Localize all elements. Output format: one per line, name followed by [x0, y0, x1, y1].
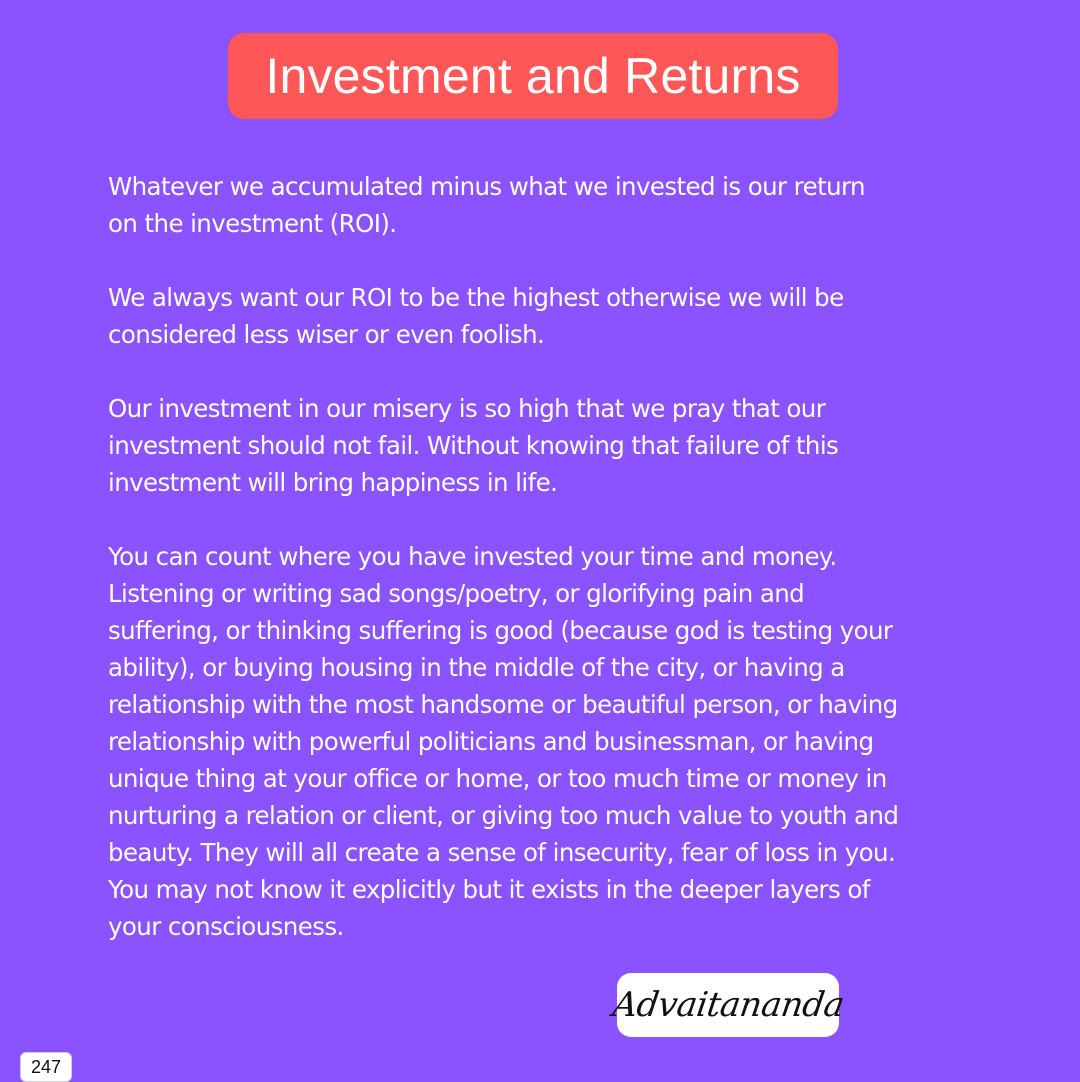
text-line: unique thing at your office or home, or too much time or money in	[108, 764, 887, 793]
text-line: nurturing a relation or client, or giving too much value to youth and	[108, 801, 899, 830]
text-line: your consciousness.	[108, 912, 344, 941]
text-line: You may not know it explicitly but it exists in the deeper layers of	[108, 875, 870, 904]
paragraph-roi-highest	[108, 279, 1008, 353]
title-banner	[228, 33, 838, 119]
text-line: beauty. They will all create a sense of insecurity, fear of loss in you.	[108, 838, 896, 867]
text-line: Listening or writing sad songs/poetry, or glorifying pain and	[108, 579, 805, 608]
text-line: relationship with the most handsome or beautiful person, or having	[108, 690, 898, 719]
page-number: 247	[30, 1056, 62, 1077]
text-line: investment should not fail. Without knowing that failure of this	[108, 431, 839, 460]
text-line: Whatever we accumulated minus what we invested is our return	[108, 172, 865, 201]
text-line: We always want our ROI to be the highest otherwise we will be	[108, 283, 844, 312]
text-line: on the investment (ROI).	[108, 209, 397, 238]
page-title: Investment and Returns	[265, 48, 801, 104]
signature: Advaitananda	[609, 985, 847, 1025]
paragraph-roi-definition	[108, 168, 1008, 242]
text-line: Our investment in our misery is so high that we pray that our	[108, 394, 826, 423]
signature-badge	[609, 973, 847, 1037]
text-line: relationship with powerful politicians and businessman, or having	[108, 727, 874, 756]
text-line: You can count where you have invested your time and money.	[108, 542, 837, 571]
body-text	[108, 168, 1008, 945]
text-line: investment will bring happiness in life.	[108, 468, 558, 497]
paragraph-investment-examples	[108, 538, 1008, 945]
page-number-badge	[20, 1052, 72, 1082]
paragraph-misery-investment	[108, 390, 1008, 501]
text-line: considered less wiser or even foolish.	[108, 320, 545, 349]
text-line: suffering, or thinking suffering is good (because god is testing your	[108, 616, 893, 645]
text-line: ability), or buying housing in the middle of the city, or having a	[108, 653, 845, 682]
